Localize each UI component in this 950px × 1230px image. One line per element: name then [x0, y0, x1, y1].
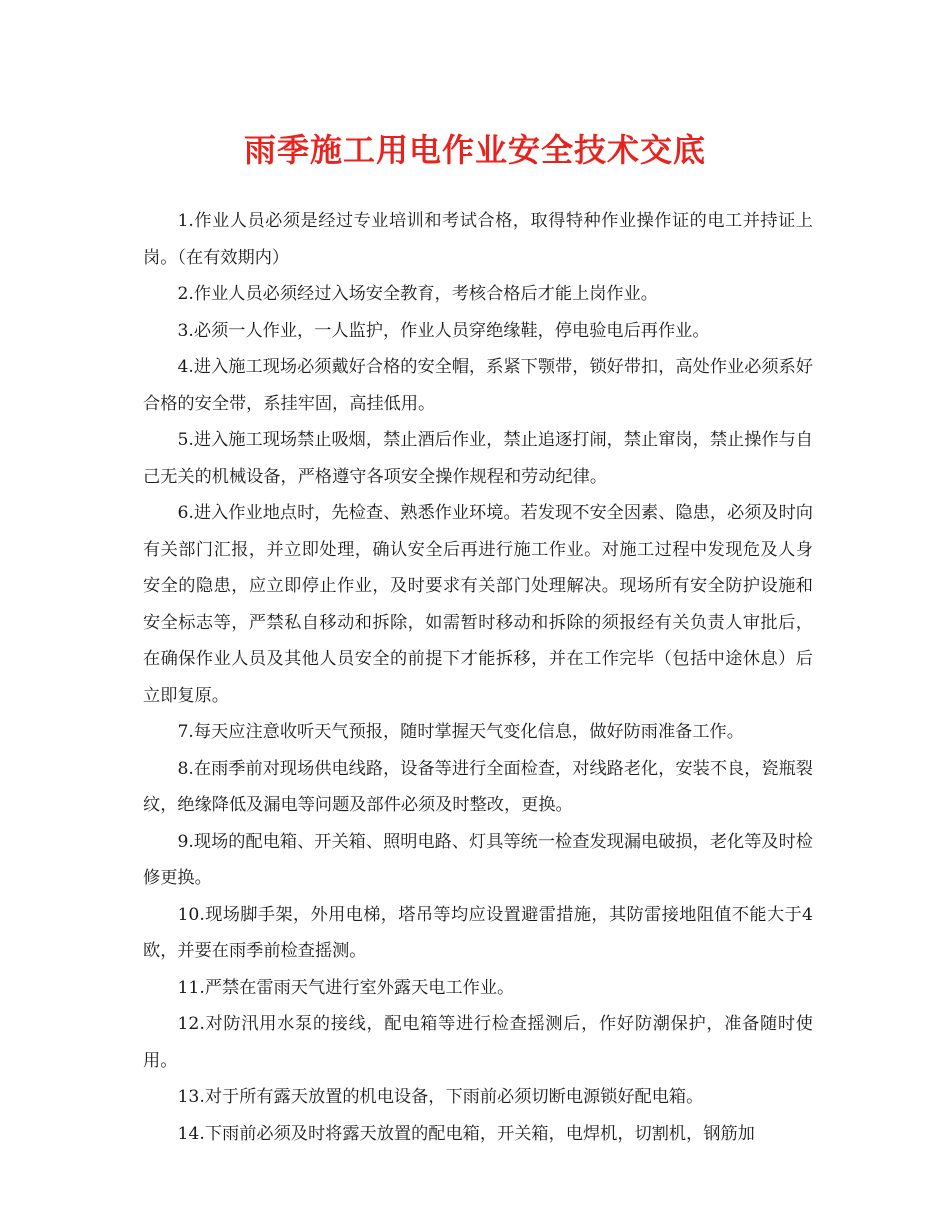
paragraph-4: 4.进入施工现场必须戴好合格的安全帽，系紧下颚带，锁好带扣，高处作业必须系好合格的安全带，系挂牢固，高挂低用。 [143, 357, 813, 414]
paragraph-10: 10.现场脚手架，外用电梯，塔吊等均应设置避雷措施，其防雷接地阻值不能大于4欧，并要在雨季前检查摇测。 [143, 904, 813, 961]
paragraph-7: 7.每天应注意收听天气预报，随时掌握天气变化信息，做好防雨准备工作。 [177, 722, 744, 742]
paragraph-2: 2.作业人员必须经过入场安全教育，考核合格后才能上岗作业。 [177, 284, 658, 304]
paragraph-13: 13.对于所有露天放置的机电设备，下雨前必须切断电源锁好配电箱。 [177, 1087, 704, 1107]
paragraph-6: 6.进入作业地点时，先检查、熟悉作业环境。若发现不安全因素、隐患，必须及时向有关部门汇报，并立即处理，确认安全后再进行施工作业。对施工过程中发现危及人身安全的隐患，应立即停止作业，及时要求有关部门处理解决。现场所有安全防护设施和安全标志等，严禁私自移动和拆除，如需暂时移动和拆除的须报经有关负责人审批后，在确保作业人员及其他人员安全的前提下才能拆移，并在工作完毕（包括中途休息）后立即复原。 [143, 503, 813, 706]
document-title: 雨季施工用电作业安全技术交底 [243, 131, 706, 169]
paragraph-1: 1.作业人员必须是经过专业培训和考试合格，取得特种作业操作证的电工并持证上岗。（在有效期内） [143, 211, 813, 268]
document-body [143, 203, 813, 1152]
paragraph-14: 14.下雨前必须及时将露天放置的配电箱，开关箱，电焊机，切割机，钢筋加 [177, 1123, 755, 1144]
paragraph-11: 11.严禁在雷雨天气进行室外露天电工作业。 [177, 977, 515, 998]
paragraph-12: 12.对防汛用水泵的接线，配电箱等进行检查摇测后，作好防潮保护，准备随时使用。 [143, 1014, 813, 1071]
paragraph-5: 5.进入施工现场禁止吸烟，禁止酒后作业，禁止追逐打闹，禁止窜岗，禁止操作与自己无关的机械设备，严格遵守各项安全操作规程和劳动纪律。 [143, 430, 813, 487]
paragraph-9: 9.现场的配电箱、开关箱、照明电路、灯具等统一检查发现漏电破损，老化等及时检修更换。 [143, 831, 813, 888]
paragraph-3: 3.必须一人作业，一人监护，作业人员穿绝缘鞋，停电验电后再作业。 [177, 320, 710, 341]
paragraph-8: 8.在雨季前对现场供电线路，设备等进行全面检查，对线路老化，安装不良，瓷瓶裂纹，绝缘降低及漏电等问题及部件必须及时整改，更换。 [143, 758, 813, 815]
